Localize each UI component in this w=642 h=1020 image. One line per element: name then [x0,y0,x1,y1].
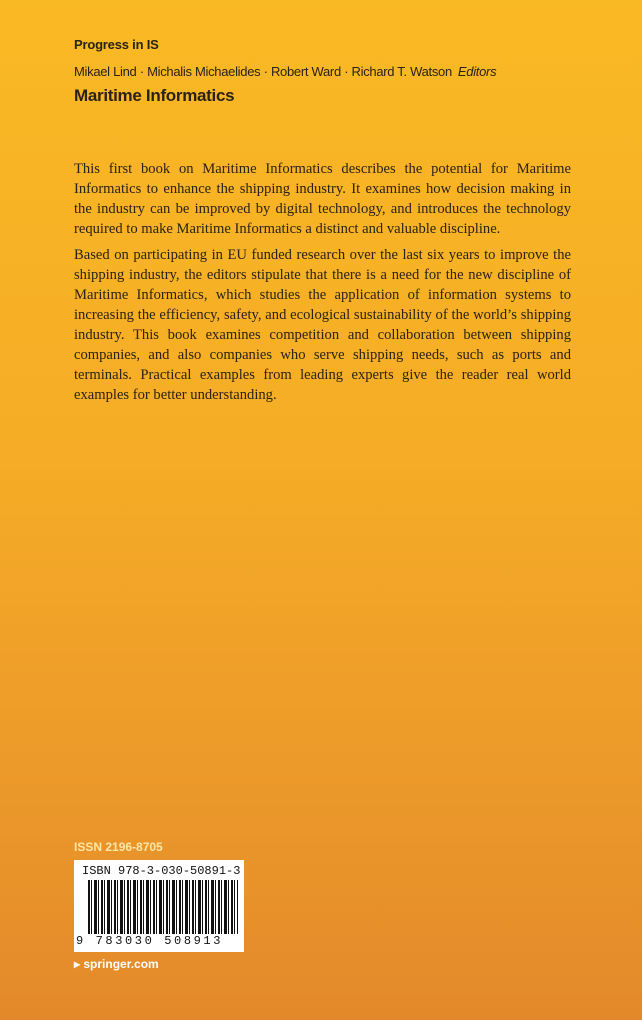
isbn-barcode [74,860,244,952]
editor-names: Mikael Lind · Michalis Michaelides · Robert Ward · Richard T. Watson [74,64,452,79]
issn: ISSN 2196-8705 [74,840,163,854]
book-title: Maritime Informatics [74,86,235,105]
series-name: Progress in IS [74,37,159,52]
editors-label: Editors [457,64,497,79]
barcode-bars [88,880,238,934]
barcode-digits: 9 783030 508913 [76,934,224,948]
editors-line [74,64,496,79]
description-paragraph: Based on participating in EU funded research over the last six years to improve the shipping industry, the editors stipulate that there is a need for the new discipline of Maritime Informatics, which studies the application of information systems to increasing the efficiency, safety, and ecological sustainability of the world’s shipping industry. This book examines competition and collaboration between shipping companies, and also companies who serve shipping needs, such as ports and terminals. Practical examples from leading experts give the reader real world examples for better understanding. [74,247,571,403]
book-description [74,159,571,411]
publisher-link[interactable]: ▸ springer.com [74,957,159,971]
isbn-text: ISBN 978-3-030-50891-3 [82,864,241,878]
description-paragraph: This first book on Maritime Informatics describes the potential for Maritime Informatics to enhance the shipping industry. It examines how decision making in the industry can be improved by digital technology, and introduces the technology required to make Maritime Informatics a distinct and valuable discipline. [74,161,571,237]
